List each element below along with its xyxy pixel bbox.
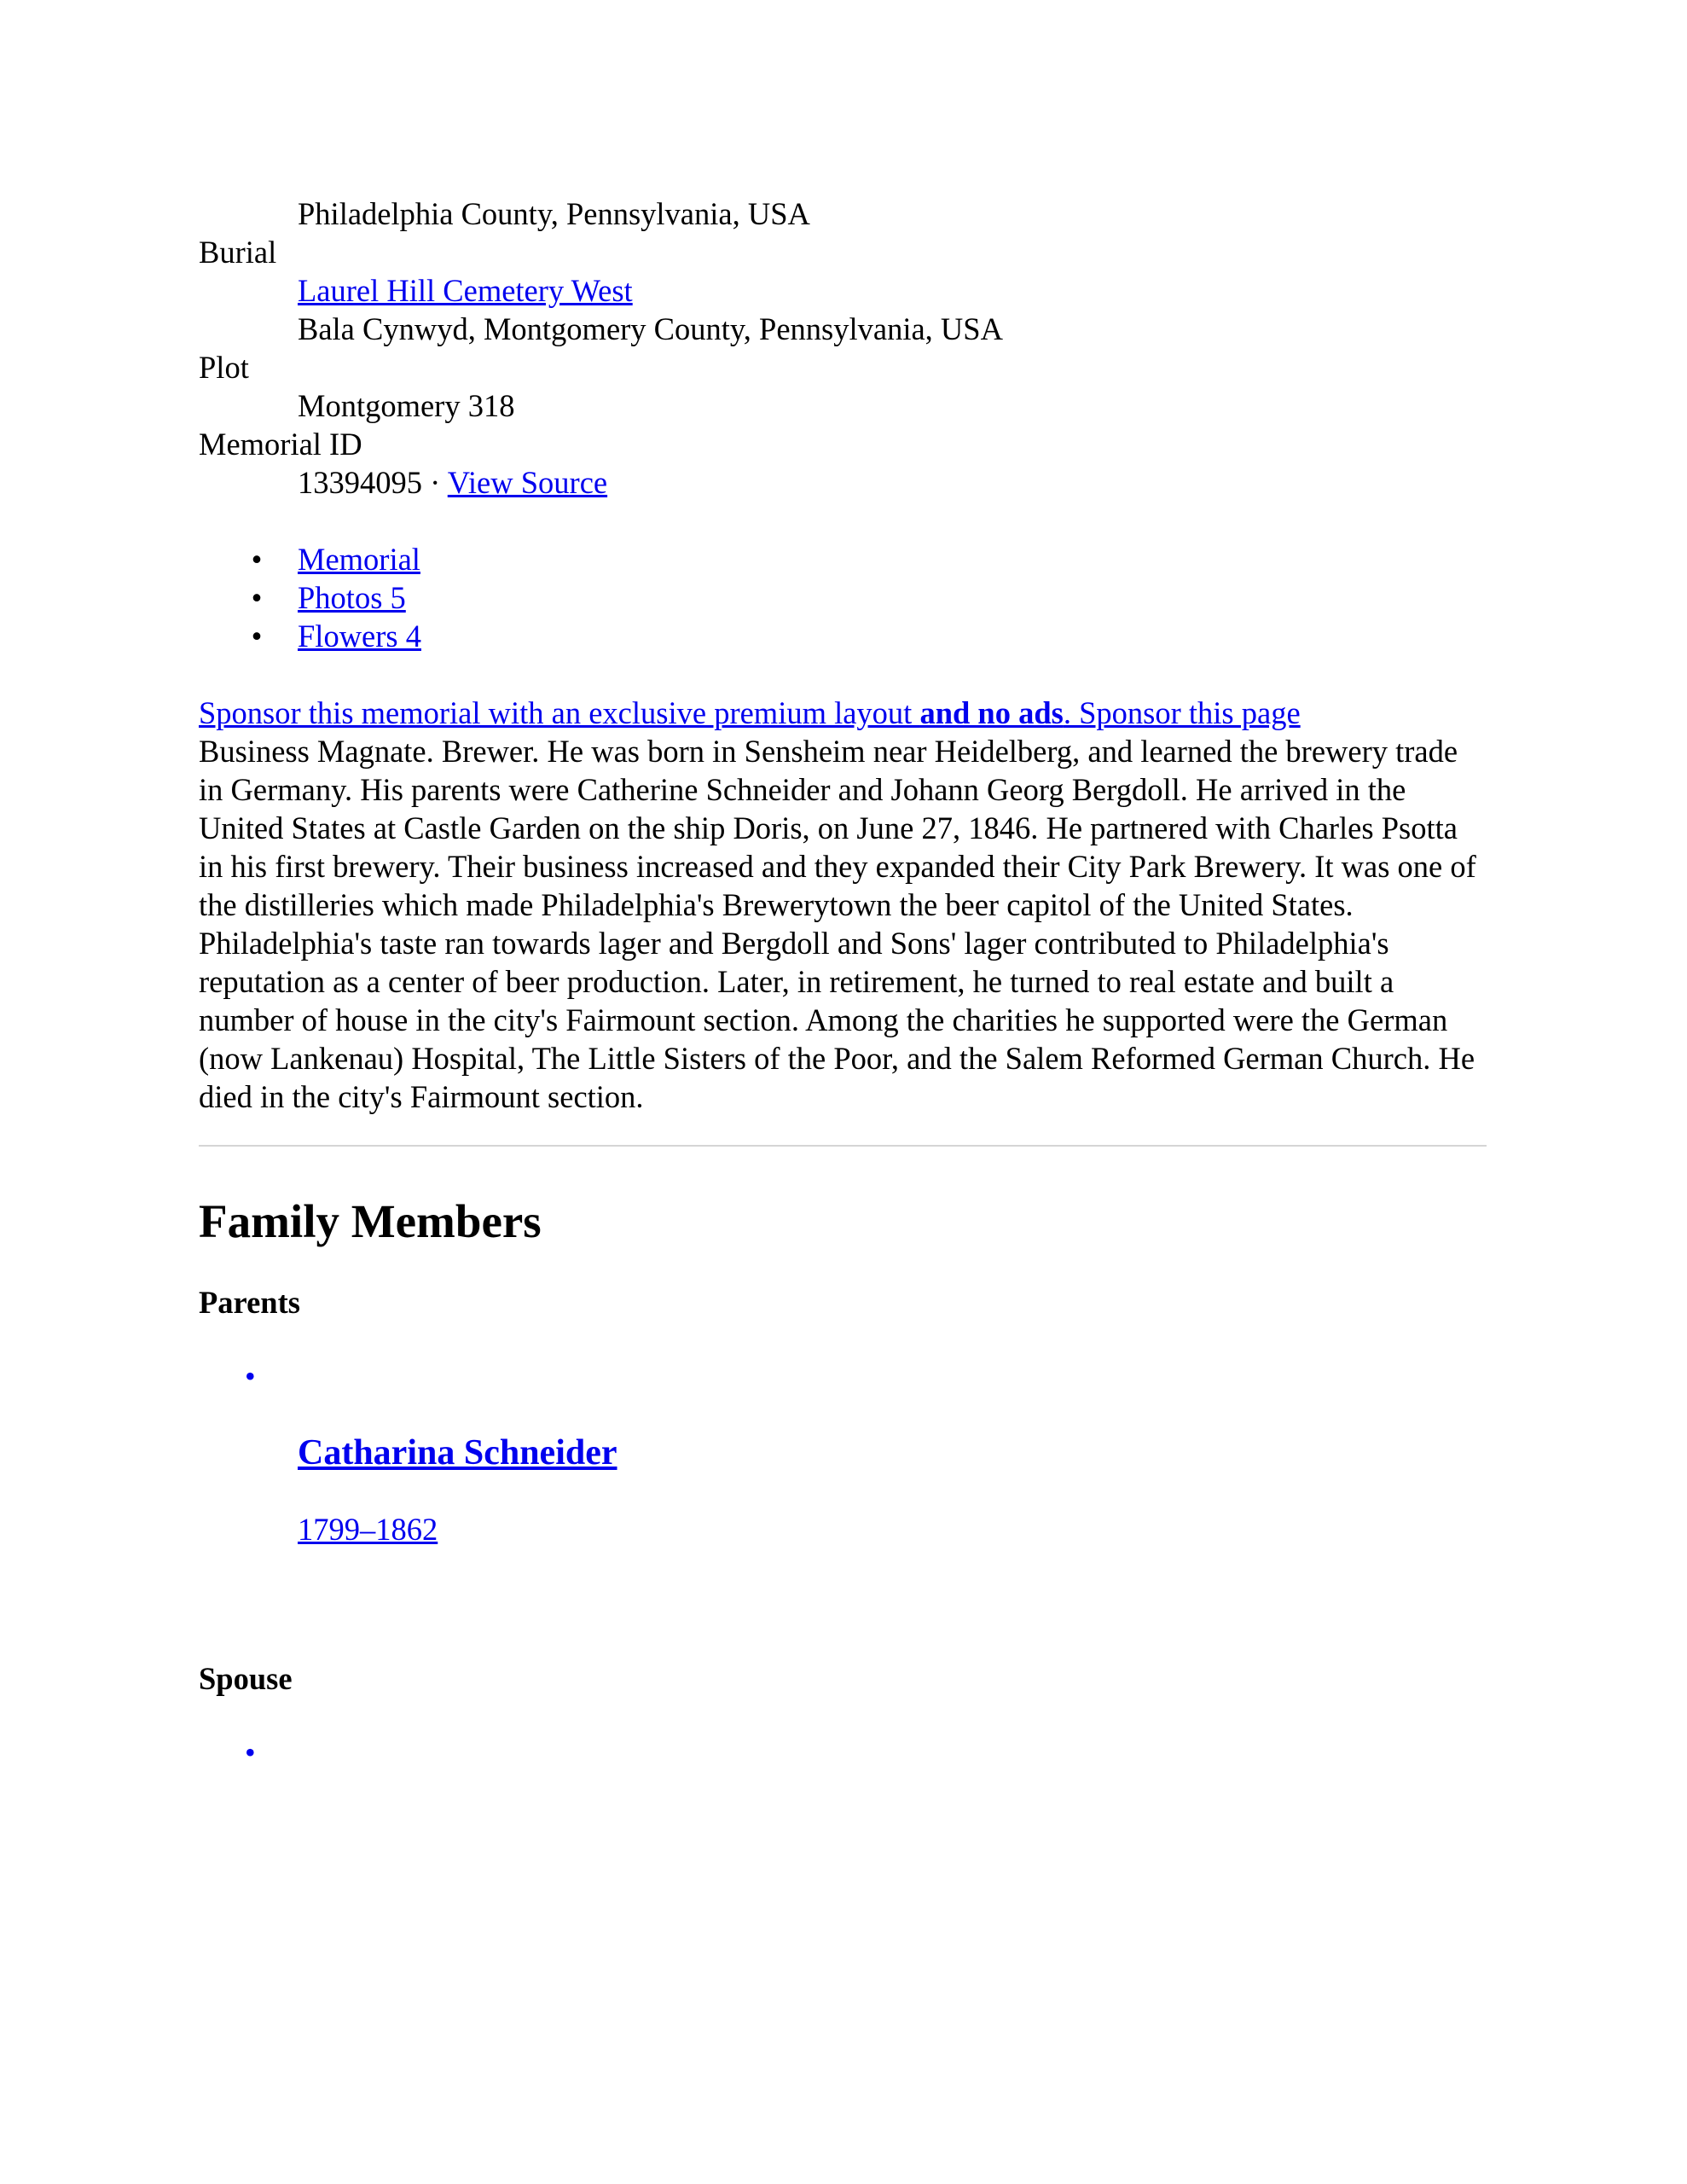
sponsor-text-start: Sponsor this memorial with an exclusive premium layout (199, 695, 920, 730)
sponsor-text-bold: and no ads (919, 695, 1064, 730)
bullet-icon: • (245, 1735, 256, 1769)
memorial-id-label: Memorial ID (199, 427, 362, 462)
parents-list (199, 1357, 1487, 1548)
burial-cemetery-link[interactable]: Laurel Hill Cemetery West (298, 273, 633, 308)
family-members-heading: Family Members (199, 1195, 542, 1247)
sponsor-row (199, 694, 1487, 732)
burial-location: Bala Cynwyd, Montgomery County, Pennsylvania, USA (298, 311, 1003, 346)
memorial-id-row (298, 463, 1487, 502)
burial-label: Burial (199, 235, 277, 270)
memorial-tabs (199, 540, 1487, 655)
list-item (245, 1357, 1487, 1548)
parent-name-link[interactable]: Catharina Schneider (298, 1433, 617, 1472)
biography: Business Magnate. Brewer. He was born in Sensheim near Heidelberg, and learned the brewery trade in Germany. His parents were Catherine Schneider and Johann Georg Bergdoll. He arrived in the United States at Castle Garden on the ship Doris, on June 27, 1846. He partnered with Charles Psotta in his first brewery. Their business increased and they expanded their City Park Brewery. It was one of the distilleries which made Philadelphia's Brewerytown the beer capitol of the United States. Philadelphia's taste ran towards lager and Bergdoll and Sons' lager contributed to Philadelphia's reputation as a center of beer production. Later, in retirement, he turned to real estate and built a number of house in the city's Fairmount section. Among the charities he supported were the German (now Lankenau) Hospital, The Little Sisters of the Poor, and the Salem Reformed German Church. He died in the city's Fairmount section. (199, 734, 1476, 1114)
burial-cemetery-row (298, 271, 1487, 310)
tab-photos-link[interactable]: Photos 5 (298, 580, 406, 615)
bullet-icon: • (251, 580, 263, 615)
plot-label: Plot (199, 350, 249, 385)
bullet-icon: • (251, 542, 263, 577)
tab-photos (251, 578, 1487, 617)
birth-place: Philadelphia County, Pennsylvania, USA (298, 196, 810, 231)
bullet-icon: • (251, 619, 263, 653)
memorial-page (199, 195, 1487, 1772)
tab-flowers-link[interactable]: Flowers 4 (298, 619, 421, 653)
list-item (245, 1734, 1487, 1772)
view-source-link[interactable]: View Source (447, 465, 608, 500)
plot-value: Montgomery 318 (298, 388, 515, 423)
tab-flowers (251, 617, 1487, 655)
tab-memorial (251, 540, 1487, 578)
parent-dates-link[interactable]: 1799–1862 (298, 1512, 438, 1547)
spouse-list (199, 1734, 1487, 1772)
tab-memorial-link[interactable]: Memorial (298, 542, 420, 577)
sponsor-text-end: . Sponsor this page (1063, 695, 1301, 730)
bullet-icon: • (245, 1359, 256, 1393)
section-divider (199, 1145, 1487, 1147)
parents-heading: Parents (199, 1285, 300, 1320)
memorial-id-value: 13394095 (298, 465, 422, 500)
spouse-heading: Spouse (199, 1661, 293, 1696)
memorial-id-separator: · (430, 465, 441, 500)
sponsor-link[interactable] (199, 695, 1301, 730)
